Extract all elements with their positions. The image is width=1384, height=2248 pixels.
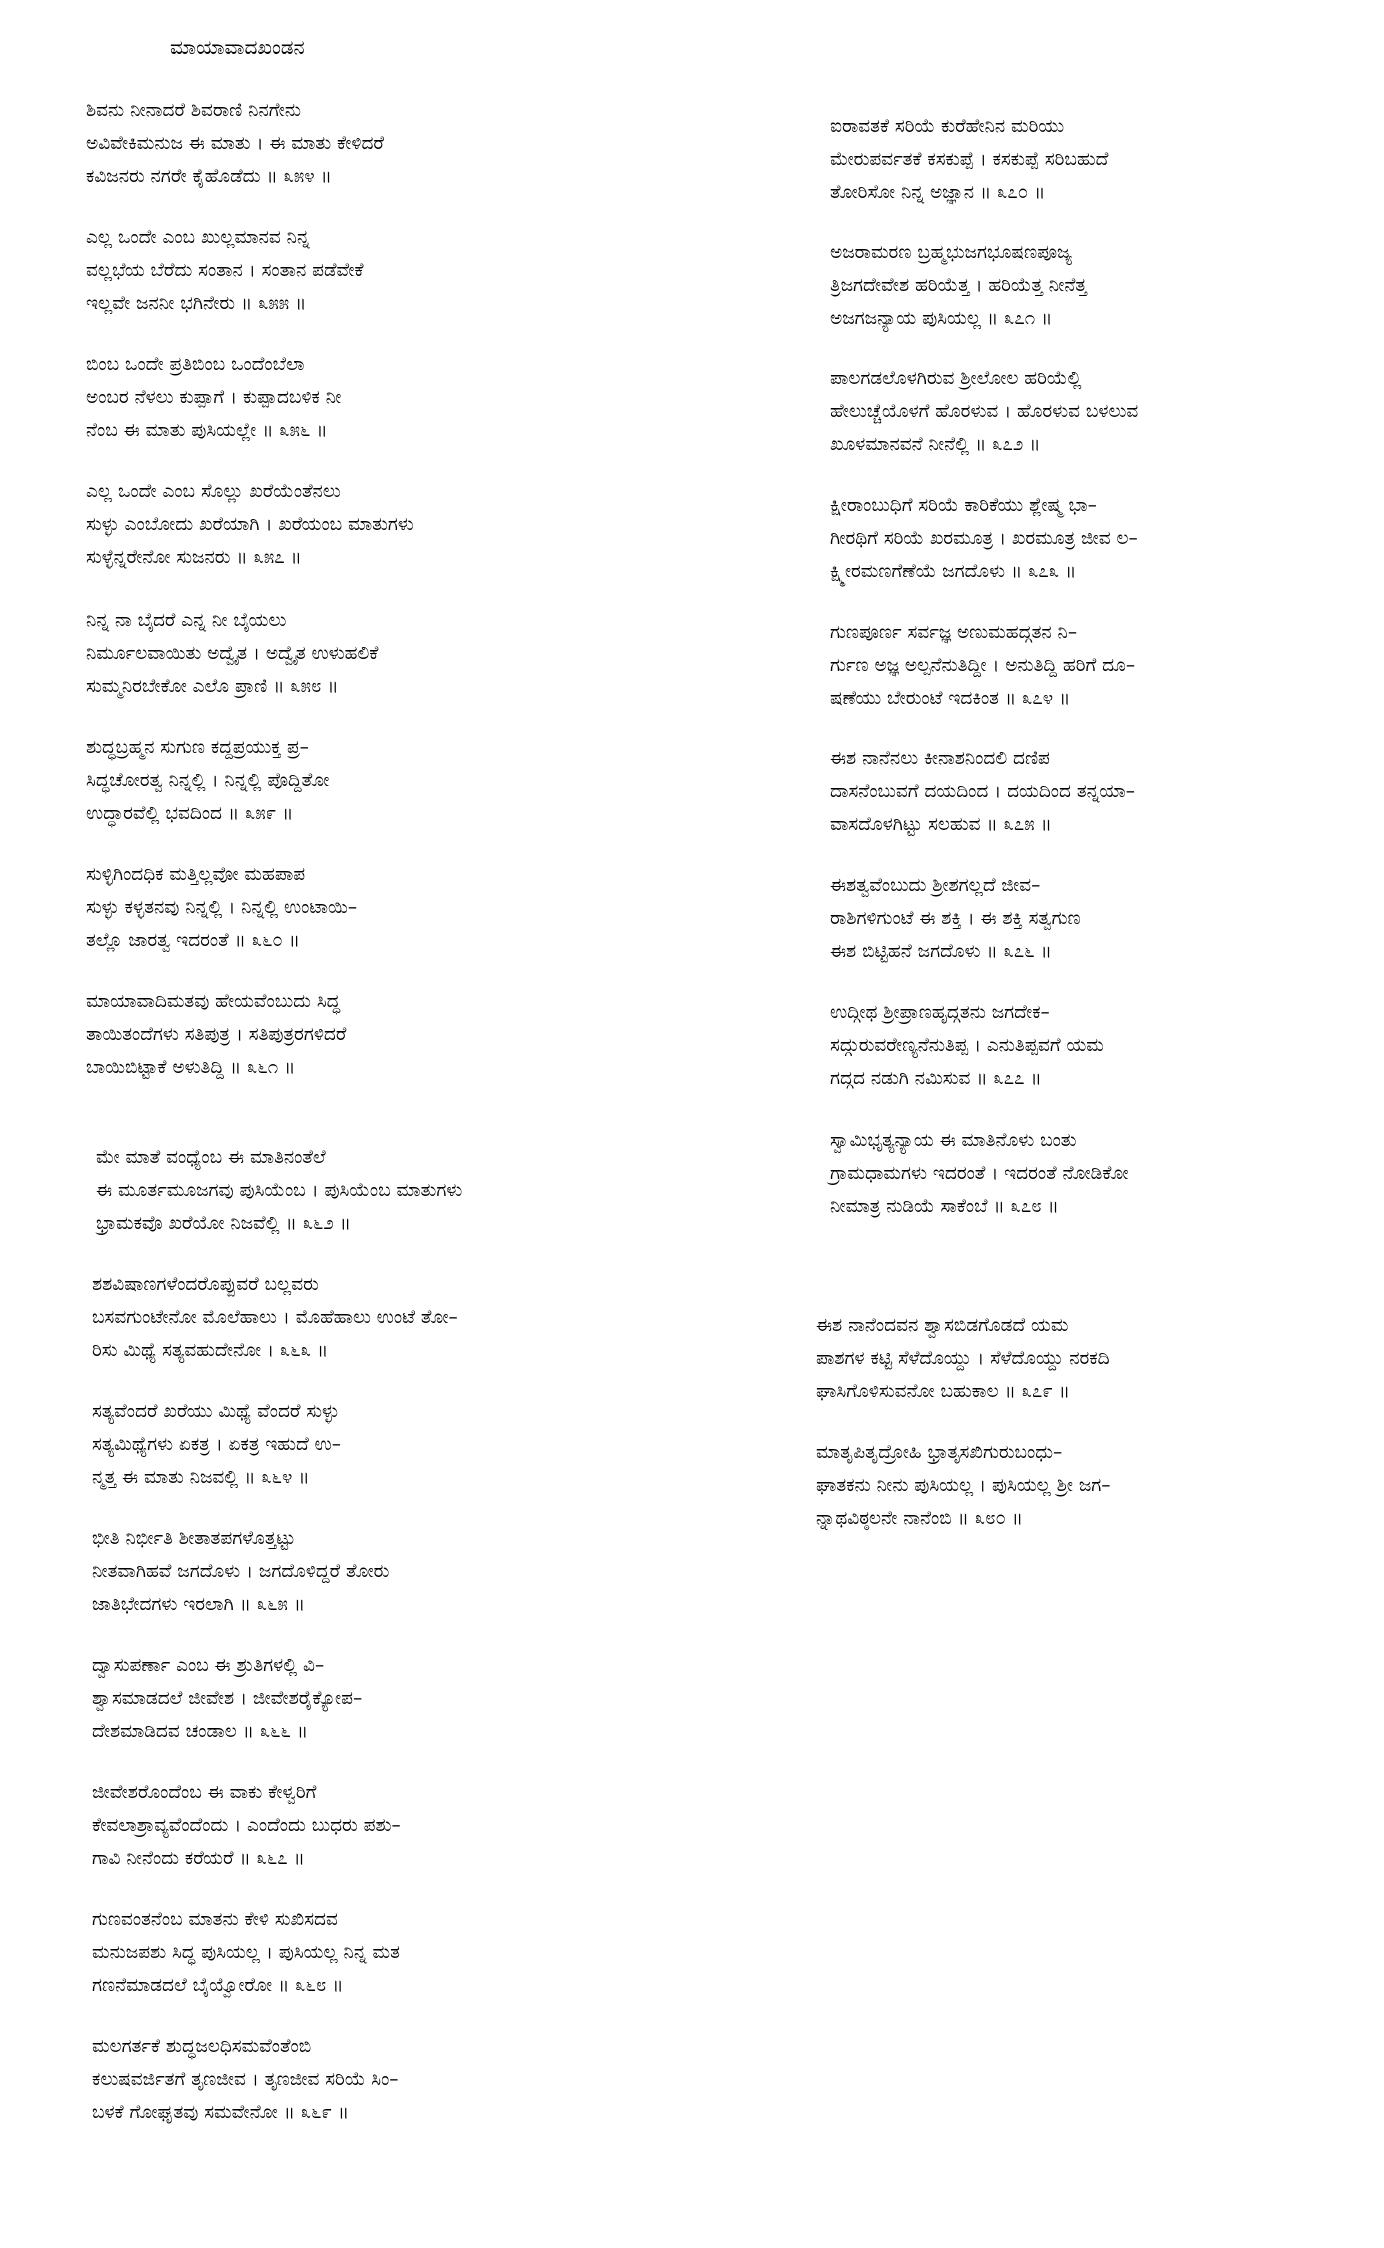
verse-line: ಹೇಲುಚ್ಚೆಯೊಳಗೆ ಹೊರಳುವ । ಹೊರಳುವ ಬಳಲುವ — [830, 401, 1139, 422]
verse-361 — [86, 985, 346, 1084]
verse-line: ಷಣೆಯು ಬೇರುಂಟೆ ಇದಕಿಂತ ॥ ೩೭೪ ॥ — [830, 688, 1071, 709]
verse-line: ಕವಿಜನರು ನಗರೇ ಕೈಹೊಡೆದು ॥ ೩೫೪ ॥ — [86, 166, 332, 187]
verse-373 — [830, 489, 1138, 588]
verse-line: ಸಿದ್ಧಚೋರತ್ವ ನಿನ್ನಲ್ಲಿ । ನಿನ್ನಲ್ಲಿ ಪೊದ್ದಿತೋ — [86, 770, 330, 791]
verse-line: ದಾಸನೆಂಬುವಗೆ ದಯದಿಂದ । ದಯದಿಂದ ತನ್ನಯಾ– — [830, 781, 1136, 802]
verse-354 — [86, 94, 384, 193]
verse-line: ಇಲ್ಲವೇ ಜನನೀ ಭಗಿನೇರು ॥ ೩೫೫ ॥ — [86, 293, 307, 314]
verse-line: ಈಶ ಬಿಟ್ಟಿಹನೆ ಜಗದೊಳು ॥ ೩೭೬ ॥ — [830, 941, 1052, 962]
verse-368 — [92, 1903, 400, 2002]
verse-line: ಸುಳ್ಳಿಗಿಂದಧಿಕ ಮತ್ತಿಲ್ಲವೋ ಮಹಪಾಪ — [86, 864, 306, 885]
verse-367 — [92, 1776, 401, 1875]
verse-line: ಗಾವಿ ನೀನೆಂದು ಕರೆಯರೆ ॥ ೩೬೭ ॥ — [92, 1848, 305, 1869]
verse-line: ಎಲ್ಲ ಒಂದೇ ಎಂಬ ಸೊಲ್ಲು ಖರೆಯೆಂತೆನಲು — [86, 481, 341, 502]
verse-line: ಸದ್ಗುರುವರೇಣ್ಯನೆನುತಿಪ್ಪ । ಎನುತಿಪ್ಪವಗೆ ಯಮ — [830, 1035, 1104, 1056]
verse-370 — [830, 110, 1108, 209]
verse-line: ಶ್ವಾಸಮಾಡದಲೆ ಜೀವೇಶ । ಜೀವೇಶರೈಕ್ಯೋಪ– — [92, 1688, 363, 1709]
verse-line: ಗುಣಪೂರ್ಣ ಸರ್ವಜ್ಞ ಅಣುಮಹದ್ಗತನ ನಿ– — [830, 622, 1078, 643]
verse-356 — [86, 348, 341, 447]
verse-line: ಬಸವಗುಂಟೇನೋ ಮೊಲೆಹಾಲು । ಮೊಹೆಹಾಲು ಉಂಟೆ ತೋ– — [92, 1307, 458, 1328]
verse-line: ಮನುಜಪಶು ಸಿದ್ಧ ಪುಸಿಯಲ್ಲ । ಪುಸಿಯಲ್ಲ ನಿನ್ನ ಮತ — [92, 1942, 400, 1963]
verse-line: ಪಾಲಗಡಲೊಳಗಿರುವ ಶ್ರೀಲೋಲ ಹರಿಯೆಲ್ಲಿ — [830, 368, 1082, 389]
verse-line: ಖೂಳಮಾನವನೆ ನೀನೆಲ್ಲಿ ॥ ೩೭೨ ॥ — [830, 434, 1041, 455]
verse-364 — [92, 1395, 341, 1494]
verse-377 — [830, 996, 1104, 1095]
verse-line: ಮಾಯಾವಾದಿಮತವು ಹೇಯವೆಂಬುದು ಸಿದ್ಧ — [86, 991, 341, 1012]
verse-line: ವಾಸದೊಳಗಿಟ್ಟು ಸಲಹುವ ॥ ೩೭೫ ॥ — [830, 814, 1052, 835]
verse-380 — [816, 1436, 1111, 1535]
verse-line: ನಿನ್ನ ನಾ ಬೈದರೆ ಎನ್ನ ನೀ ಬೈಯಲು — [86, 610, 287, 631]
verse-line: ತೋರಿಸೋ ನಿನ್ನ ಅಜ್ಞಾನ ॥ ೩೭೦ ॥ — [830, 182, 1046, 203]
verse-line: ಅಂಬರ ನೆಳಲು ಕುಪ್ಪಾಗೆ । ಕುಪ್ಪಾದಬಳಿಕ ನೀ — [86, 387, 342, 408]
verse-line: ಭೀತಿ ನಿರ್ಭೀತಿ ಶೀತಾತಪಗಳೊತ್ತಟ್ಟು — [92, 1528, 296, 1549]
verse-line: ಸ್ವಾಮಿಭೃತ್ಯನ್ಯಾಯ ಈ ಮಾತಿನೊಳು ಬಂತು — [830, 1130, 1077, 1151]
verse-line: ಉದ್ಗೀಥ ಶ್ರೀಪ್ರಾಣಹೃದ್ಗತನು ಜಗದೇಕ– — [830, 1002, 1050, 1023]
verse-line: ಶುದ್ಧಬ್ರಹ್ಮನ ಸುಗುಣ ಕದ್ದಪ್ರಯುಕ್ತ ಪ್ರ– — [86, 737, 309, 758]
verse-line: ಜೀವೇಶರೊಂದೆಂಬ ಈ ವಾಕು ಕೇಳ್ವರಿಗೆ — [92, 1782, 317, 1803]
verse-line: ಗ್ರಾಮಧಾಮಗಳು ಇದರಂತೆ । ಇದರಂತೆ ನೋಡಿಕೋ — [830, 1163, 1129, 1184]
verse-line: ಸುಳ್ಳು ಕಳ್ಳತನವು ನಿನ್ನಲ್ಲಿ । ನಿನ್ನಲ್ಲಿ ಉಂಟಾಯಿ– — [86, 897, 358, 918]
verse-378 — [830, 1124, 1129, 1223]
verse-line: ಸತ್ಯಮಿಥ್ಯೆಗಳು ಏಕತ್ರ । ಏಕತ್ರ ಇಹುದೆ ಉ– — [92, 1434, 341, 1455]
verse-376 — [830, 869, 1081, 968]
verse-line: ರ್ಗುಣ ಅಜ್ಞ ಅಲ್ಪನೆನುತಿದ್ದೀ । ಅನುತಿದ್ದಿ ಹರಿಗೆ ದೂ– — [830, 655, 1136, 676]
verse-line: ಅಜಗಜನ್ಯಾಯ ಪುಸಿಯಲ್ಲ ॥ ೩೭೧ ॥ — [830, 308, 1053, 329]
verse-line: ರಾಶಿಗಳಿಗುಂಟೆ ಈ ಶಕ್ತಿ । ಈ ಶಕ್ತಿ ಸತ್ವಗುಣ — [830, 908, 1081, 929]
verse-line: ಈ ಮೂರ್ತಮೂಜಗವು ಪುಸಿಯೆಂಬ । ಪುಸಿಯೆಂಬ ಮಾತುಗಳು — [96, 1180, 463, 1201]
verse-line: ಸುಳ್ಳೆನ್ನರೇನೋ ಸುಜನರು ॥ ೩೫೭ ॥ — [86, 547, 302, 568]
verse-362 — [96, 1141, 462, 1240]
verse-line: ಈಶತ್ವವೆಂಬುದು ಶ್ರೀಶಗಲ್ಲದೆ ಜೀವ– — [830, 875, 1041, 896]
verse-line: ನೀತವಾಗಿಹವೆ ಜಗದೊಳು । ಜಗದೊಳಿದ್ದರೆ ತೋರು — [92, 1561, 390, 1582]
verse-line: ನೀಮಾತ್ರ ನುಡಿಯೆ ಸಾಕೆಂಬೆ ॥ ೩೭೮ ॥ — [830, 1196, 1059, 1217]
verse-365 — [92, 1522, 389, 1621]
verse-line: ವಲ್ಲಭೆಯ ಬೆರೆದು ಸಂತಾನ । ಸಂತಾನ ಪಡೆವೇಕೆ — [86, 260, 364, 281]
verse-371 — [830, 236, 1087, 335]
verse-line: ಸತ್ಯವೆಂದರೆ ಖರೆಯು ಮಿಥ್ಯೆ ವೆಂದರೆ ಸುಳ್ಳು — [92, 1401, 340, 1422]
verse-355 — [86, 221, 364, 320]
verse-line: ಗಣನೆಮಾಡದಲೆ ಬೈಯ್ವೋರೋ ॥ ೩೬೮ ॥ — [92, 1975, 344, 1996]
verse-line: ಮಲಗರ್ತಕೆ ಶುದ್ಧಜಲಧಿಸಮವೆಂತೆಂಬಿ — [92, 2036, 312, 2057]
verse-379 — [816, 1309, 1110, 1408]
verse-line: ಸುಳ್ಳು ಎಂಬೋದು ಖರೆಯಾಗಿ । ಖರೆಯಂಬ ಮಾತುಗಳು — [86, 514, 414, 535]
verse-line: ಮಾತೃಪಿತೃದ್ರೋಹಿ ಭ್ರಾತೃಸಖಿಗುರುಬಂಧು– — [816, 1442, 1063, 1463]
verse-line: ಅಜರಾಮರಣ ಬ್ರಹ್ಮಭುಜಗಭೂಷಣಪೂಜ್ಯ — [830, 242, 1072, 263]
verse-line: ರಿಸು ಮಿಥ್ಯೆ ಸತ್ಯವಹುದೇನೋ । ೩೬೩ ॥ — [92, 1340, 329, 1361]
verse-line: ಬಳಕೆ ಗೋಘೃತವು ಸಮವೇನೋ ॥ ೩೬೯ ॥ — [92, 2102, 350, 2123]
verse-line: ಸುಮ್ಮನಿರಬೇಕೋ ಎಲೊ ಪ್ರಾಣಿ ॥ ೩೫೮ ॥ — [86, 676, 339, 697]
verse-line: ಈಶ ನಾನೆಂದವನ ಶ್ವಾಸಬಿಡಗೊಡದೆ ಯಮ — [816, 1315, 1069, 1336]
verse-line: ಗದ್ಗದ ನಡುಗಿ ನಮಿಸುವ ॥ ೩೭೭ ॥ — [830, 1068, 1042, 1089]
verse-line: ಐರಾವತಕೆ ಸರಿಯೆ ಕುರೆಹೇನಿನ ಮರಿಯು — [830, 116, 1065, 137]
verse-line: ಜಾತಿಭೇದಗಳು ಇರಲಾಗಿ ॥ ೩೬೫ ॥ — [92, 1594, 305, 1615]
verse-363 — [92, 1268, 458, 1367]
verse-line: ನ್ಮತ್ತ ಈ ಮಾತು ನಿಜವಲ್ಲಿ ॥ ೩೬೪ ॥ — [92, 1467, 310, 1488]
verse-line: ಅವಿವೇಕಿಮನುಜ ಈ ಮಾತು । ಈ ಮಾತು ಕೇಳಿದರೆ — [86, 133, 384, 154]
verse-line: ತಾಯಿತಂದೆಗಳು ಸತಿಪುತ್ರ । ಸತಿಪುತ್ರರಗಳಿದರೆ — [86, 1024, 347, 1045]
verse-line: ದೇಶಮಾಡಿದವ ಚಂಡಾಲ ॥ ೩೬೬ ॥ — [92, 1721, 309, 1742]
verse-line: ಶಶವಿಷಾಣಗಳೆಂದರೊಪ್ಪುವರೆ ಬಲ್ಲವರು — [92, 1274, 319, 1295]
verse-line: ತ್ರಿಜಗದೇವೇಶ ಹರಿಯೆತ್ತ । ಹರಿಯೆತ್ತ ನೀನೆತ್ತ — [830, 275, 1087, 296]
verse-line: ಬಾಯಿಬಿಟ್ಟಾಕೆ ಅಳುತಿದ್ದಿ ॥ ೩೬೧ ॥ — [86, 1057, 296, 1078]
verse-375 — [830, 742, 1135, 841]
verse-359 — [86, 731, 329, 830]
verse-line: ಕ್ಷ್ಮೀರಮಣಗೆಣೆಯೆ ಜಗದೊಳು ॥ ೩೭೩ ॥ — [830, 561, 1077, 582]
verse-line: ನಿರ್ಮೂಲವಾಯಿತು ಅದ್ವೈತ । ಅದ್ವೈತ ಉಳುಹಲಿಕೆ — [86, 643, 379, 664]
verse-line: ಕಲುಷವರ್ಜಿತಗೆ ತೃಣಜೀವ । ತೃಣಜೀವ ಸರಿಯೆ ಸಿಂ– — [92, 2069, 399, 2090]
verse-line: ಗುಣವಂತನೆಂಬ ಮಾತನು ಕೇಳಿ ಸುಖಿಸದವ — [92, 1909, 338, 1930]
verse-line: ತಲ್ಲೊ ಜಾರತ್ವ ಇದರಂತೆ ॥ ೩೬೦ ॥ — [86, 930, 300, 951]
verse-357 — [86, 475, 414, 574]
verse-line: ಘಾಸಿಗೊಳಿಸುವನೋ ಬಹುಕಾಲ ॥ ೩೭೯ ॥ — [816, 1381, 1070, 1402]
verse-line: ಪಾಶಗಳ ಕಟ್ಟಿ ಸೆಳೆದೊಯ್ದು । ಸೆಳೆದೊಯ್ದು ನರಕದಿ — [816, 1348, 1110, 1369]
verse-line: ದ್ವಾಸುಪರ್ಣಾ ಎಂಬ ಈ ಶ್ರುತಿಗಳಲ್ಲಿ ವಿ– — [92, 1655, 325, 1676]
verse-line: ಉದ್ಧಾರವೆಲ್ಲಿ ಭವದಿಂದ ॥ ೩೫೯ ॥ — [86, 803, 294, 824]
verse-line: ನೆಂಬ ಈ ಮಾತು ಪುಸಿಯಲ್ಲೇ ॥ ೩೫೬ ॥ — [86, 420, 328, 441]
verse-line: ಮೇರುಪರ್ವತಕೆ ಕಸಕುಪ್ಪೆ । ಕಸಕುಪ್ಪೆ ಸರಿಬಹುದೆ — [830, 149, 1109, 170]
verse-360 — [86, 858, 357, 957]
verse-358 — [86, 604, 378, 703]
verse-369 — [92, 2030, 399, 2129]
verse-366 — [92, 1649, 362, 1748]
verse-line: ಶಿವನು ನೀನಾದರೆ ಶಿವರಾಣಿ ನಿನಗೇನು — [86, 100, 301, 121]
verse-line: ಗೀರಥಿಗೆ ಸರಿಯೆ ಖರಮೂತ್ರ । ಖರಮೂತ್ರ ಜೀವ ಲ– — [830, 528, 1138, 549]
verse-line: ಬಿಂಬ ಒಂದೇ ಪ್ರತಿಬಿಂಬ ಒಂದೆಂಬೆಲಾ — [86, 354, 305, 375]
verse-line: ಎಲ್ಲ ಒಂದೇ ಎಂಬ ಖುಲ್ಲಮಾನವ ನಿನ್ನ — [86, 227, 310, 248]
verse-line: ಕೇವಲಾಶ್ರಾವ್ಯವೆಂದೆಂದು । ಎಂದೆಂದು ಬುಧರು ಪಶು– — [92, 1815, 401, 1836]
verse-line: ಈಶ ನಾನೆನಲು ಕೀನಾಶನಿಂದಲಿ ದಣಿಪ — [830, 748, 1050, 769]
verse-line: ಕ್ಷೀರಾಂಬುಧಿಗೆ ಸರಿಯೆ ಕಾರಿಕೆಯು ಶ್ಲೇಷ್ಮ ಭಾ– — [830, 495, 1097, 516]
document-title: ಮಾಯಾವಾದಖಂಡನ — [170, 35, 305, 59]
verse-372 — [830, 362, 1138, 461]
verse-line: ಘಾತಕನು ನೀನು ಪುಸಿಯಲ್ಲ । ಪುಸಿಯಲ್ಲ ಶ್ರೀ ಜಗ– — [816, 1475, 1111, 1496]
verse-374 — [830, 616, 1135, 715]
verse-line: ನ್ನಾಥವಿಠ್ಠಲನೇ ನಾನೆಂಬಿ ॥ ೩೮೦ ॥ — [816, 1508, 1023, 1529]
verse-line: ಮೇ ಮಾತೆ ವಂಧ್ಯೆಂಬ ಈ ಮಾತಿನಂತೆಲೆ — [96, 1147, 326, 1168]
verse-line: ಭ್ರಾಮಕವೊ ಖರೆಯೋ ನಿಜವೆಲ್ಲಿ ॥ ೩೬೨ ॥ — [96, 1213, 351, 1234]
